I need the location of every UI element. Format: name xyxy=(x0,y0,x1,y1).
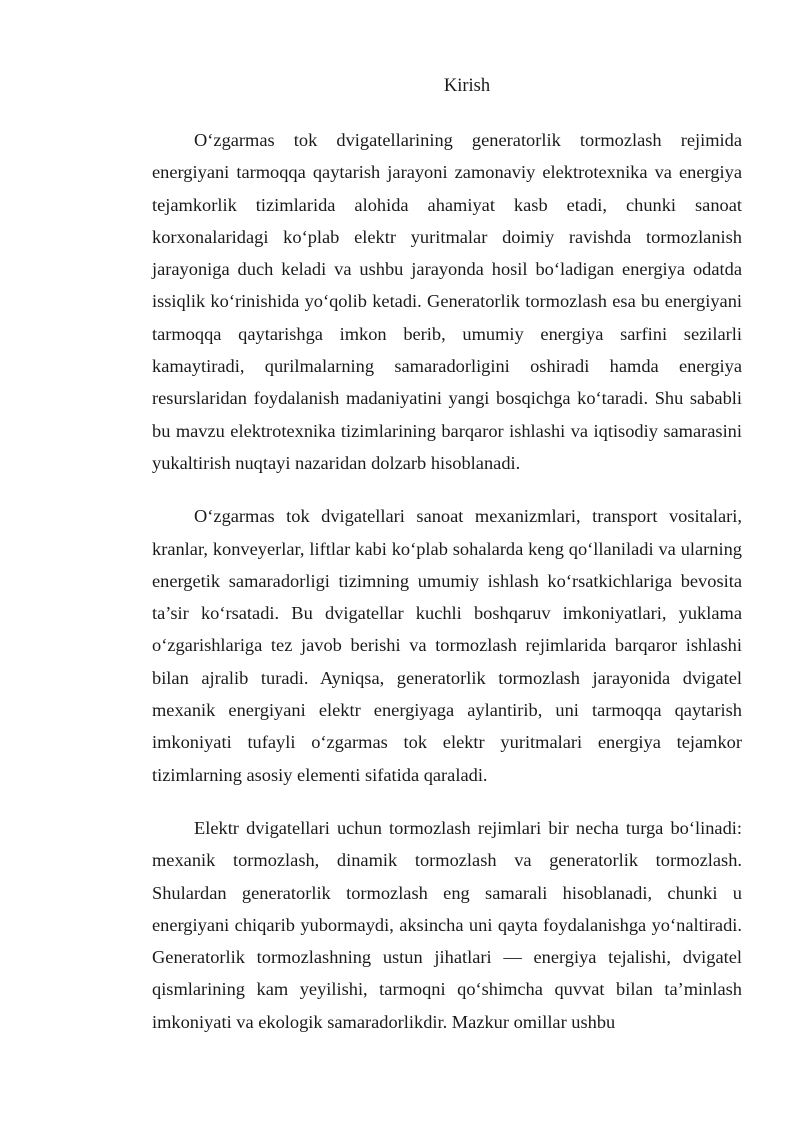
paragraph-2: O‘zgarmas tok dvigatellari sanoat mexanizmlari, transport vositalari, kranlar, konveyerlar, liftlar kabi ko‘plab sohalarda keng qo‘llaniladi va ularning energetik samaradorligi tizimning umumiy ishlash ko‘rsatkichlariga bevosita ta’sir ko‘rsatadi. Bu dvigatellar kuchli boshqaruv imkoniyatlari, yuklama o‘zgarishlariga tez javob berishi va tormozlash rejimlarida barqaror ishlashi bilan ajralib turadi. Ayniqsa, generatorlik tormozlash jarayonida dvigatel mexanik energiyani elektr energiyaga aylantirib, uni tarmoqqa qaytarish imkoniyati tufayli o‘zgarmas tok elektr yuritmalari energiya tejamkor tizimlarning asosiy elementi sifatida qaraladi. xyxy=(152,506,742,785)
page-title: Kirish xyxy=(443,76,491,96)
document-body xyxy=(152,124,742,1059)
paragraph-3: Elektr dvigatellari uchun tormozlash rejimlari bir necha turga bo‘linadi: mexanik tormozlash, dinamik tormozlash va generatorlik tormozlash. Shulardan generatorlik tormozlash eng samarali hisoblanadi, chunki u energiyani chiqarib yubormaydi, aksincha uni qayta foydalanishga yo‘naltiradi. Generatorlik tormozlashning ustun jihatlari — energiya tejalishi, dvigatel qismlarining kam yeyilishi, tarmoqni qo‘shimcha quvvat bilan ta’minlash imkoniyati va ekologik samaradorlikdir. Mazkur omillar ushbu xyxy=(152,817,742,1032)
paragraph-1: O‘zgarmas tok dvigatellarining generatorlik tormozlash rejimida energiyani tarmoqqa qaytarish jarayoni zamonaviy elektrotexnika va energiya tejamkorlik tizimlarida alohida ahamiyat kasb etadi, chunki sanoat korxonalaridagi ko‘plab elektr yuritmalar doimiy ravishda tormozlanish jarayoniga duch keladi va ushbu jarayonda hosil bo‘ladigan energiya odatda issiqlik ko‘rinishida yo‘qolib ketadi. Generatorlik tormozlash esa bu energiyani tarmoqqa qaytarishga imkon berib, umumiy energiya sarfini sezilarli kamaytiradi, qurilmalarning samaradorligini oshiradi hamda energiya resurslaridan foydalanish madaniyatini yangi bosqichga ko‘taradi. Shu sababli bu mavzu elektrotexnika tizimlarining barqaror ishlashi va iqtisodiy samarasini yukaltirish nuqtayi nazaridan dolzarb hisoblanadi. xyxy=(152,130,742,473)
